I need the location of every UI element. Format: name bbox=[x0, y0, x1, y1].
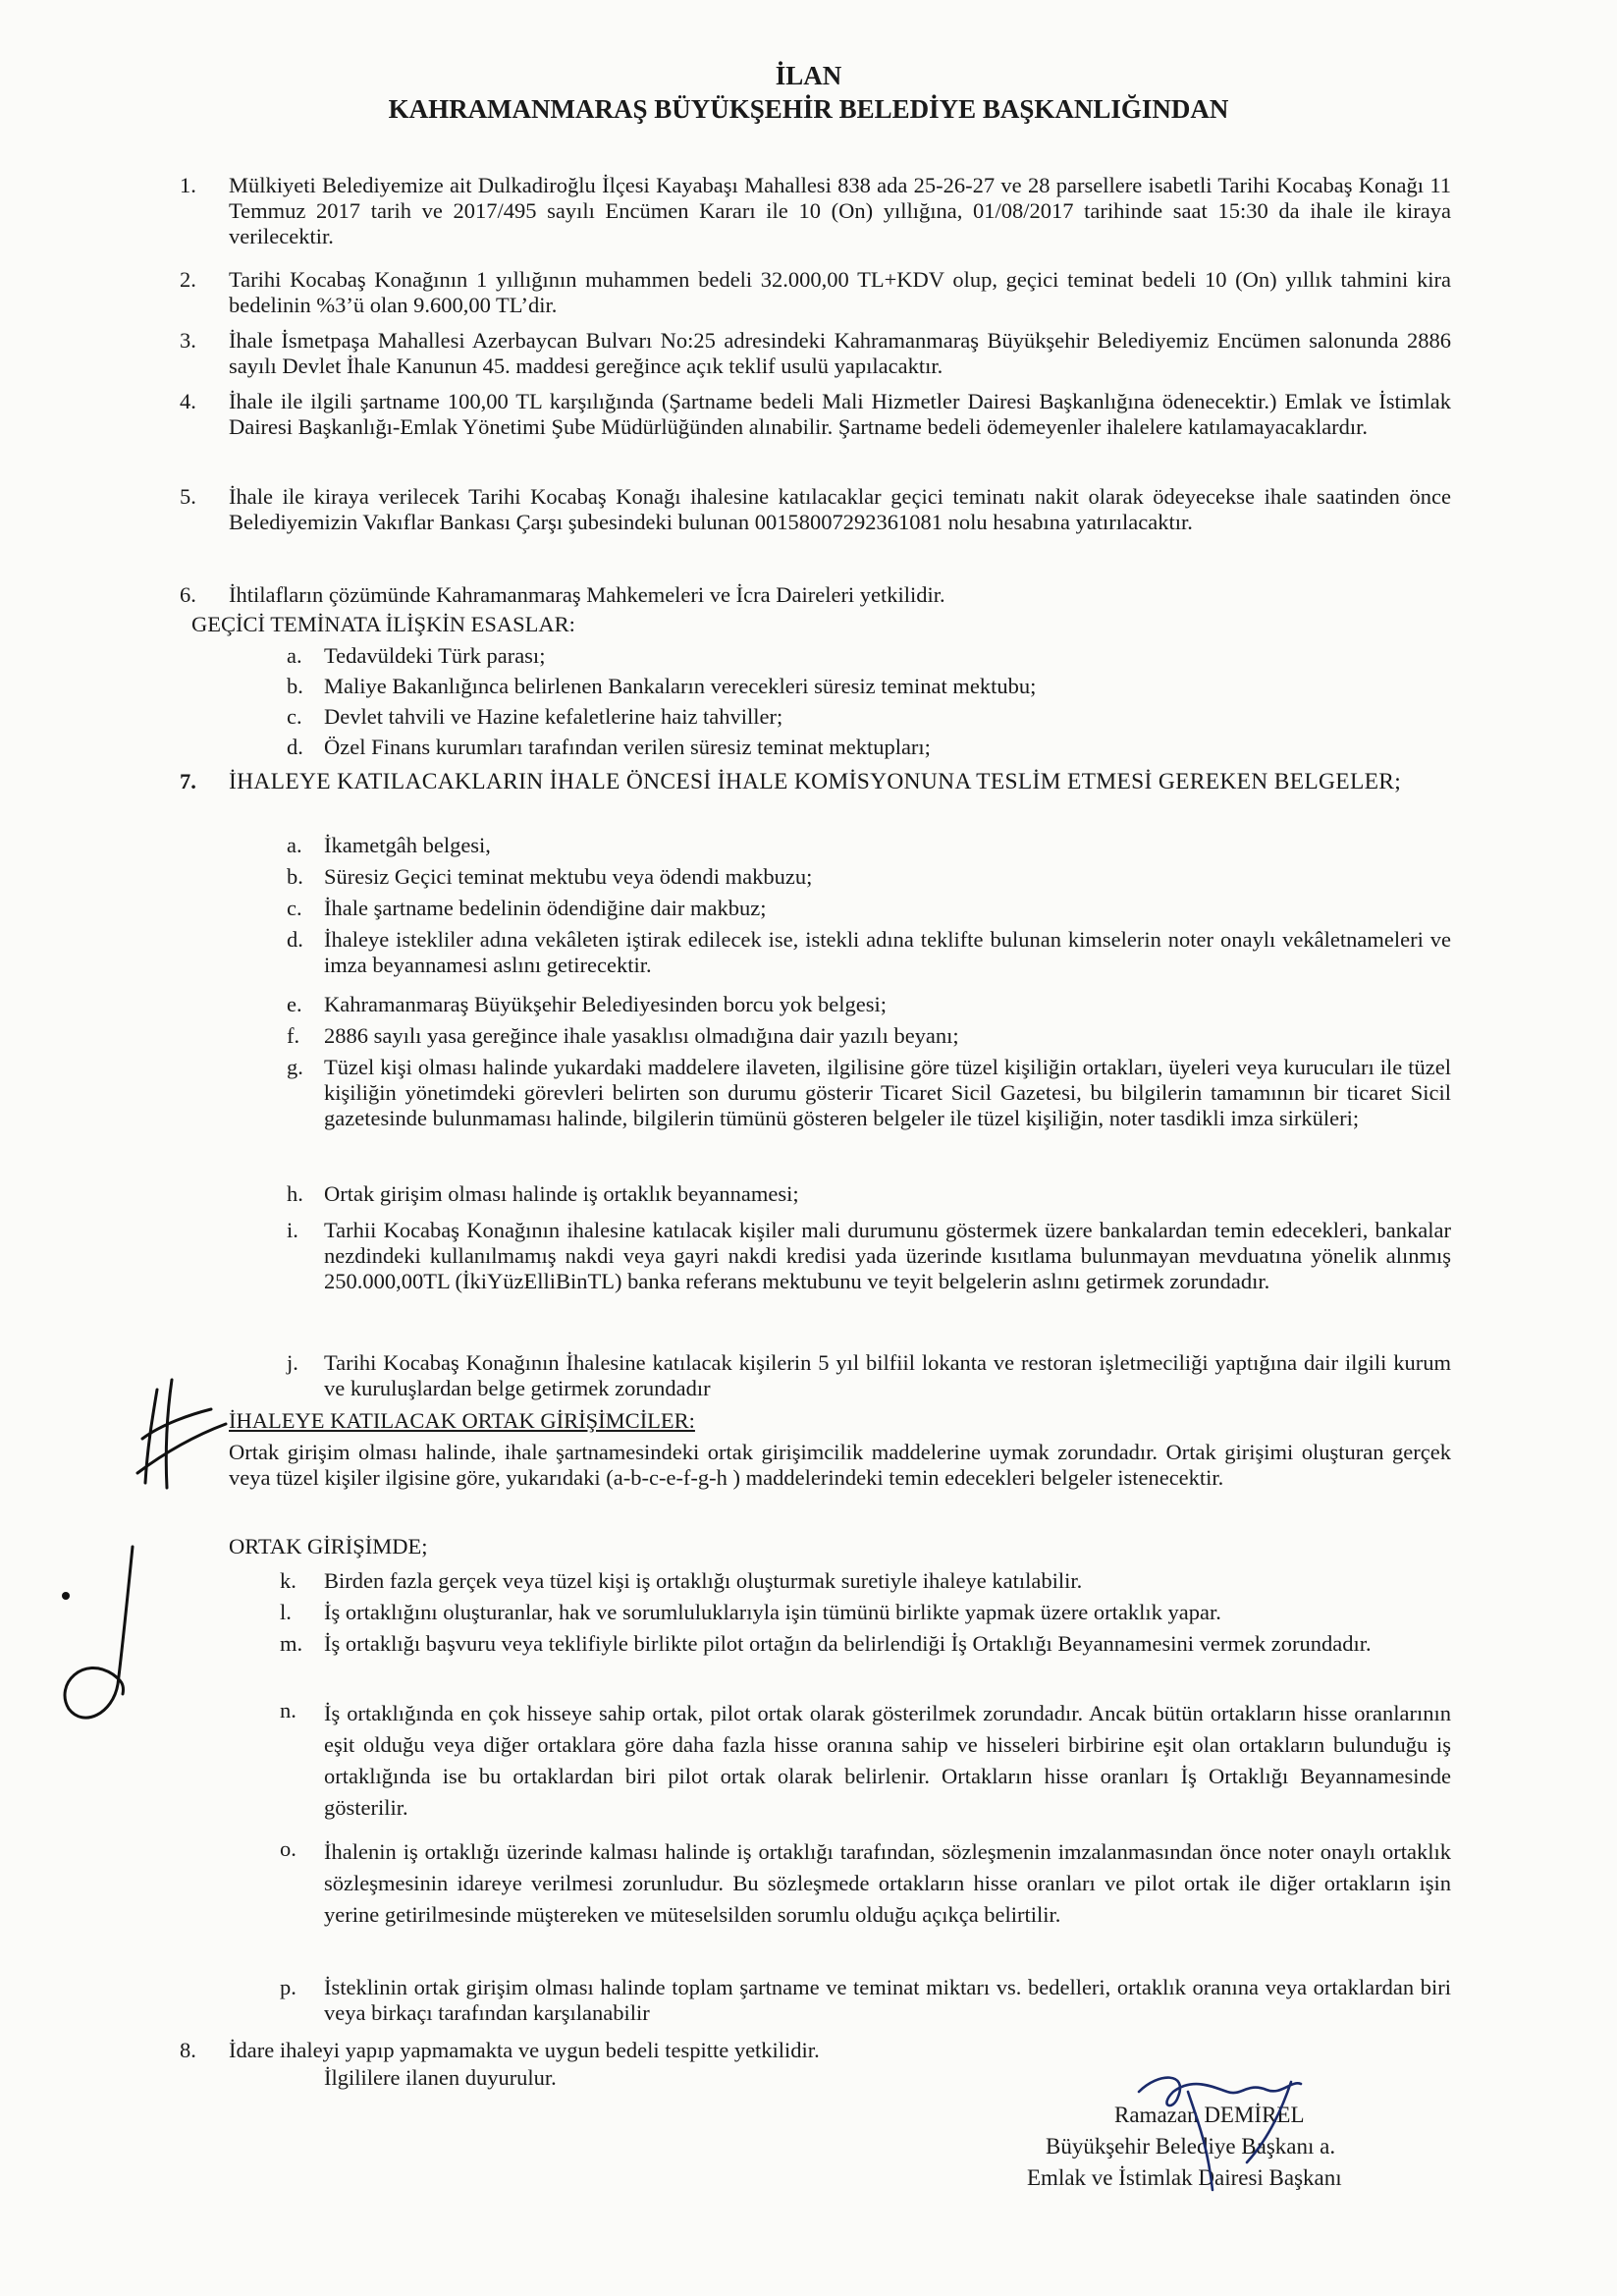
list-marker: j. bbox=[287, 1350, 298, 1375]
margin-initials-signature bbox=[44, 1537, 152, 1733]
item-text: İhale ile kiraya verilecek Tarihi Kocabaş Konağı ihalesine katılacaklar geçici teminatı nakit olarak ödeyecekse ihale saatinden önce Belediyemizin Vakıflar Bankası Çarşı şubesindeki bulunan 00158007292361081 nolu hesabına yatırılacaktır. bbox=[229, 484, 1451, 534]
list-item: Ortak girişim olması halinde iş ortaklık beyannamesi; bbox=[324, 1181, 799, 1206]
item-number: 4. bbox=[180, 389, 196, 413]
list-item: İş ortaklığı başvuru veya teklifiyle birlikte pilot ortağın da belirlendiği İş Ortaklığı Beyannamesini vermek zorundadır. bbox=[324, 1631, 1372, 1656]
list-marker: b. bbox=[287, 674, 303, 698]
list-item: Birden fazla gerçek veya tüzel kişi iş ortaklığı oluşturmak suretiyle ihaleye katılabilir. bbox=[324, 1568, 1083, 1593]
margin-initials-signature bbox=[118, 1370, 236, 1517]
list-item: Tüzel kişi olması halinde yukardaki maddelere ilaveten, ilgilisine göre tüzel kişiliğin ortakları, üyeleri veya kurucuları ile tüzel kişiliğin yönetimdeki görevleri belirten son durumu gösterir Ticaret Sicil Gazetesi, bu bilgilerin tamamının bir ticaret Sicil gazetesinde bulunmaması halinde, bilgilerin tümünü gösteren belgeler ile tüzel kişiliğin, noter tasdikli imza sirküleri; bbox=[324, 1055, 1451, 1130]
list-item: İş ortaklığını oluşturanlar, hak ve sorumluluklarıyla işin tümünü birlikte yapmak üzere ortaklık yapar. bbox=[324, 1600, 1221, 1624]
list-marker: l. bbox=[280, 1600, 292, 1624]
ortak-paragraph: Ortak girişim olması halinde, ihale şartnamesindeki ortak girişimcilik maddelerine uymak zorundadır. Ortak girişimi oluşturan gerçek veya tüzel kişiler ilgisine göre, yukarıdaki (a-b-c-e-f-g-h ) maddelerindeki temin edecekleri belgeler istenecektir. bbox=[229, 1440, 1451, 1490]
section-heading-belgeler: İHALEYE KATILACAKLARIN İHALE ÖNCESİ İHALE KOMİSYONUNA TESLİM ETMESİ GEREKEN BELGELER; bbox=[229, 769, 1402, 794]
list-item: Kahramanmaraş Büyükşehir Belediyesinden borcu yok belgesi; bbox=[324, 992, 887, 1016]
item-number: 6. bbox=[180, 582, 196, 607]
list-marker: o. bbox=[280, 1836, 296, 1861]
item-text: İhale ile ilgili şartname 100,00 TL karşılığında (Şartname bedeli Mali Hizmetler Dairesi Başkanlığına ödenecektir.) Emlak ve İstimlak Dairesi Başkanlığı-Emlak Yönetimi Şube Müdürlüğünden alınabilir. Şartname bedeli ödemeyenler ihalelere katılamayacaklardır. bbox=[229, 389, 1451, 439]
list-item: İkametgâh belgesi, bbox=[324, 833, 491, 857]
list-marker: h. bbox=[287, 1181, 303, 1206]
item-number: 1. bbox=[180, 173, 196, 197]
list-item: İş ortaklığında en çok hisseye sahip ortak, pilot ortak olarak gösterilmek zorundadır. Ancak bütün ortakların hisse oranlarının eşit olduğu veya diğer ortaklara göre daha fazla hisse oranına sahip ve hisseleri birbirine eşit olan ortakların bulunduğu iş ortaklığında ise bu ortaklardan biri pilot ortak olarak belirlenir. Ortakların hisse oranları İş Ortaklığı Beyannamesinde gösterilir. bbox=[324, 1701, 1451, 1820]
list-marker: c. bbox=[287, 704, 302, 729]
handwritten-signature bbox=[1119, 2052, 1325, 2200]
item-text: İdare ihaleyi yapıp yapmamakta ve uygun bedeli tespitte yetkilidir. bbox=[229, 2038, 820, 2062]
section-heading-teminat: GEÇİCİ TEMİNATA İLİŞKİN ESASLAR: bbox=[191, 612, 575, 636]
list-marker: a. bbox=[287, 643, 302, 668]
item-text: İhale İsmetpaşa Mahallesi Azerbaycan Bulvarı No:25 adresindeki Kahramanmaraş Büyükşehir Belediyemiz Encümen salonunda 2886 sayılı Devlet İhale Kanunun 45. maddesi gereğince açık teklif usulü yapılacaktır. bbox=[229, 328, 1451, 378]
list-marker: m. bbox=[280, 1631, 303, 1656]
list-marker: k. bbox=[280, 1568, 296, 1593]
item-number: 3. bbox=[180, 328, 196, 353]
list-item: 2886 sayılı yasa gereğince ihale yasaklısı olmadığına dair yazılı beyanı; bbox=[324, 1023, 959, 1048]
list-marker: b. bbox=[287, 864, 303, 889]
list-marker: c. bbox=[287, 896, 302, 920]
item-number: 2. bbox=[180, 267, 196, 292]
list-item: Süresiz Geçici teminat mektubu veya ödendi makbuzu; bbox=[324, 864, 813, 889]
signatory-title-line1: Büyükşehir Belediye Başkanı a. bbox=[1046, 2134, 1336, 2159]
list-item: Tedavüldeki Türk parası; bbox=[324, 643, 546, 668]
document-subtitle: KAHRAMANMARAŞ BÜYÜKŞEHİR BELEDİYE BAŞKANLIĞINDAN bbox=[388, 94, 1229, 124]
list-item: Devlet tahvili ve Hazine kefaletlerine haiz tahviller; bbox=[324, 704, 783, 729]
item-text: İhtilafların çözümünde Kahramanmaraş Mahkemeleri ve İcra Daireleri yetkilidir. bbox=[229, 582, 945, 607]
list-marker: i. bbox=[287, 1218, 298, 1242]
document-title: İLAN bbox=[775, 61, 842, 90]
signatory-name: Ramazan DEMİREL bbox=[1114, 2103, 1305, 2127]
item-text: Mülkiyeti Belediyemize ait Dulkadiroğlu İlçesi Kayabaşı Mahallesi 838 ada 25-26-27 ve 28 parsellere isabetli Tarihi Kocabaş Konağı 11 Temmuz 2017 tarih ve 2017/495 sayılı Encümen Kararı ile 10 (On) yıllığına, 01/08/2017 tarihinde saat 15:30 da ihale ile kiraya verilecektir. bbox=[229, 173, 1451, 248]
item-number: 5. bbox=[180, 484, 196, 509]
list-item: İsteklinin ortak girişim olması halinde toplam şartname ve teminat miktarı vs. bedelleri, ortaklık oranına veya ortaklardan biri veya birkaçı tarafından karşılanabilir bbox=[324, 1975, 1451, 2025]
list-marker: d. bbox=[287, 735, 303, 759]
list-item: Tarihi Kocabaş Konağının İhalesine katılacak kişilerin 5 yıl bilfiil lokanta ve restoran işletmeciliği yaptığına dair ilgili kurum ve kuruluşlardan belge getirmek zorundadır bbox=[324, 1350, 1451, 1400]
list-marker: e. bbox=[287, 992, 302, 1016]
list-marker: a. bbox=[287, 833, 302, 857]
list-item: Tarhii Kocabaş Konağının ihalesine katılacak kişiler mali durumunu göstermek üzere bankalardan temin edecekleri, bankalar nezdindeki kullanılmamış nakdi veya gayri nakdi kredisi yada üzerinde kısıtlama bulunmayan mevduatına yönelik alınmış 250.000,00TL (İkiYüzElliBinTL) banka referans mektubunu ve teyit belgelerin aslını getirmek zorundadır. bbox=[324, 1218, 1451, 1293]
list-marker: p. bbox=[280, 1975, 296, 1999]
item-number: 8. bbox=[180, 2038, 196, 2062]
list-item: İhaleye istekliler adına vekâleten iştirak edilecek ise, istekli adına teklifte bulunan kimselerin noter onaylı vekâletnameleri ve imza beyannamesi aslını getirecektir. bbox=[324, 927, 1451, 977]
section-subheading-ortak: ORTAK GİRİŞİMDE; bbox=[229, 1534, 428, 1558]
list-marker: d. bbox=[287, 927, 303, 952]
signatory-title-line2: Emlak ve İstimlak Dairesi Başkanı bbox=[1027, 2165, 1342, 2190]
closing-text: İlgililere ilanen duyurulur. bbox=[324, 2065, 557, 2090]
section-heading-ortak: İHALEYE KATILACAK ORTAK GİRİŞİMCİLER: bbox=[229, 1408, 695, 1433]
list-item: İhale şartname bedelinin ödendiğine dair makbuz; bbox=[324, 896, 767, 920]
list-item: Maliye Bakanlığınca belirlenen Bankaların verecekleri süresiz teminat mektubu; bbox=[324, 674, 1037, 698]
list-marker: n. bbox=[280, 1698, 296, 1722]
list-item: Özel Finans kurumları tarafından verilen süresiz teminat mektupları; bbox=[324, 735, 931, 759]
list-marker: g. bbox=[287, 1055, 303, 1079]
item-number: 7. bbox=[180, 769, 196, 793]
list-item: İhalenin iş ortaklığı üzerinde kalması halinde iş ortaklığı tarafından, sözleşmenin imzalanmasından önce noter onaylı ortaklık sözleşmesinin idareye verilmesi zorunludur. Bu sözleşmede ortakların hisse oranları ve pilot ortak ile diğer ortakların işin yerine getirilmesinde müştereken ve müteselsilden sorumlu olduğu açıkça belirtilir. bbox=[324, 1839, 1451, 1927]
item-text: Tarihi Kocabaş Konağının 1 yıllığının muhammen bedeli 32.000,00 TL+KDV olup, geçici teminat bedeli 10 (On) yıllık tahmini kira bedelinin %3’ü olan 9.600,00 TL’dir. bbox=[229, 267, 1451, 317]
list-marker: f. bbox=[287, 1023, 300, 1048]
